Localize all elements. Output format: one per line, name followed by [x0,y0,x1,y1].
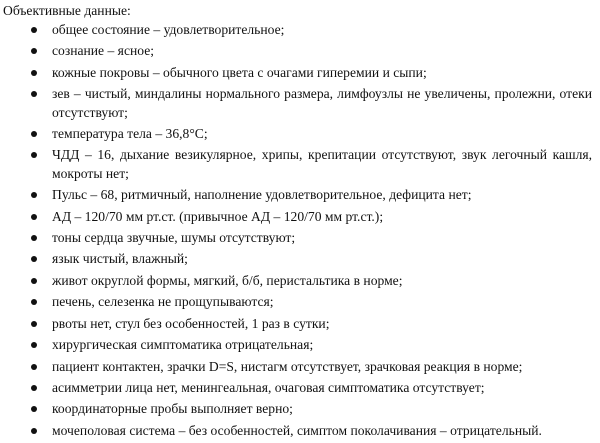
list-item-text: сознание – ясное; [52,43,155,59]
bullet-icon [31,27,37,33]
list-item [0,422,600,440]
list-item [0,400,600,418]
list-item-text: общее состояние – удовлетворительное; [52,22,285,37]
list-item-text: кожные покровы – обычного цвета с очагами гиперемии и сыпи; [52,64,427,80]
bullet-icon [31,70,37,76]
list-item-text: асимметрии лица нет, менингеальная, очаговая симптоматика отсутствует; [52,379,485,395]
list-item-text: живот округлой формы, мягкий, б/б, перистальтика в норме; [52,272,403,288]
list-item-text: АД – 120/70 мм рт.ст. (привычное АД – 120/70 мм рт.ст.); [52,208,384,224]
list-item [0,358,600,376]
list-item [0,229,600,247]
list-item-text: хирургическая симптоматика отрицательная; [52,337,314,353]
list-item-text: зев – чистый, миндалины нормального размера, лимфоузлы не увеличены, пролежни, отеки отсутствуют; [52,86,592,120]
bullet-icon [31,192,37,198]
list-item [0,336,600,354]
list-item [0,64,600,82]
list-item [0,146,600,183]
list-item-text: печень, селезенка не прощупываются; [52,294,274,310]
bullet-icon [31,385,37,391]
list-item [0,85,600,122]
bullet-icon [31,428,37,434]
list-item [0,293,600,311]
list-item [0,125,600,143]
bullet-icon [31,152,37,158]
bullet-icon [31,235,37,241]
list-item [0,186,600,204]
bullet-icon [31,256,37,262]
bullet-icon [31,406,37,412]
bullet-icon [31,342,37,348]
list-item [0,315,600,333]
section-heading: Объективные данные: [3,3,131,18]
bullet-icon [31,364,37,370]
bullet-icon [31,91,37,97]
list-item [0,272,600,290]
list-item-text: язык чистый, влажный; [52,251,188,267]
list-item [0,21,600,39]
findings-list [0,21,600,443]
bullet-icon [31,278,37,284]
list-item-text: температура тела – 36,8°С; [52,126,208,142]
bullet-icon [31,321,37,327]
list-item [0,42,600,60]
bullet-icon [31,299,37,305]
list-item-text: тоны сердца звучные, шумы отсутствуют; [52,230,296,246]
list-item-text: пациент контактен, зрачки D=S, нистагм отсутствует, зрачковая реакция в норме; [52,358,523,374]
list-item [0,208,600,226]
list-item [0,250,600,268]
list-item-text: Пульс – 68, ритмичный, наполнение удовлетворительное, дефицита нет; [52,187,472,203]
bullet-icon [31,48,37,54]
list-item-text: рвоты нет, стул без особенностей, 1 раз в сутки; [52,315,330,331]
list-item-text: мочеполовая система – без особенностей, симптом поколачивания – отрицательный. [52,422,542,438]
bullet-icon [31,131,37,137]
bullet-icon [31,214,37,220]
list-item-text: координаторные пробы выполняет верно; [52,401,293,417]
list-item [0,379,600,397]
list-item-text: ЧДД – 16, дыхание везикулярное, хрипы, крепитации отсутствуют, звук легочный кашля, мокроты нет; [52,147,592,181]
